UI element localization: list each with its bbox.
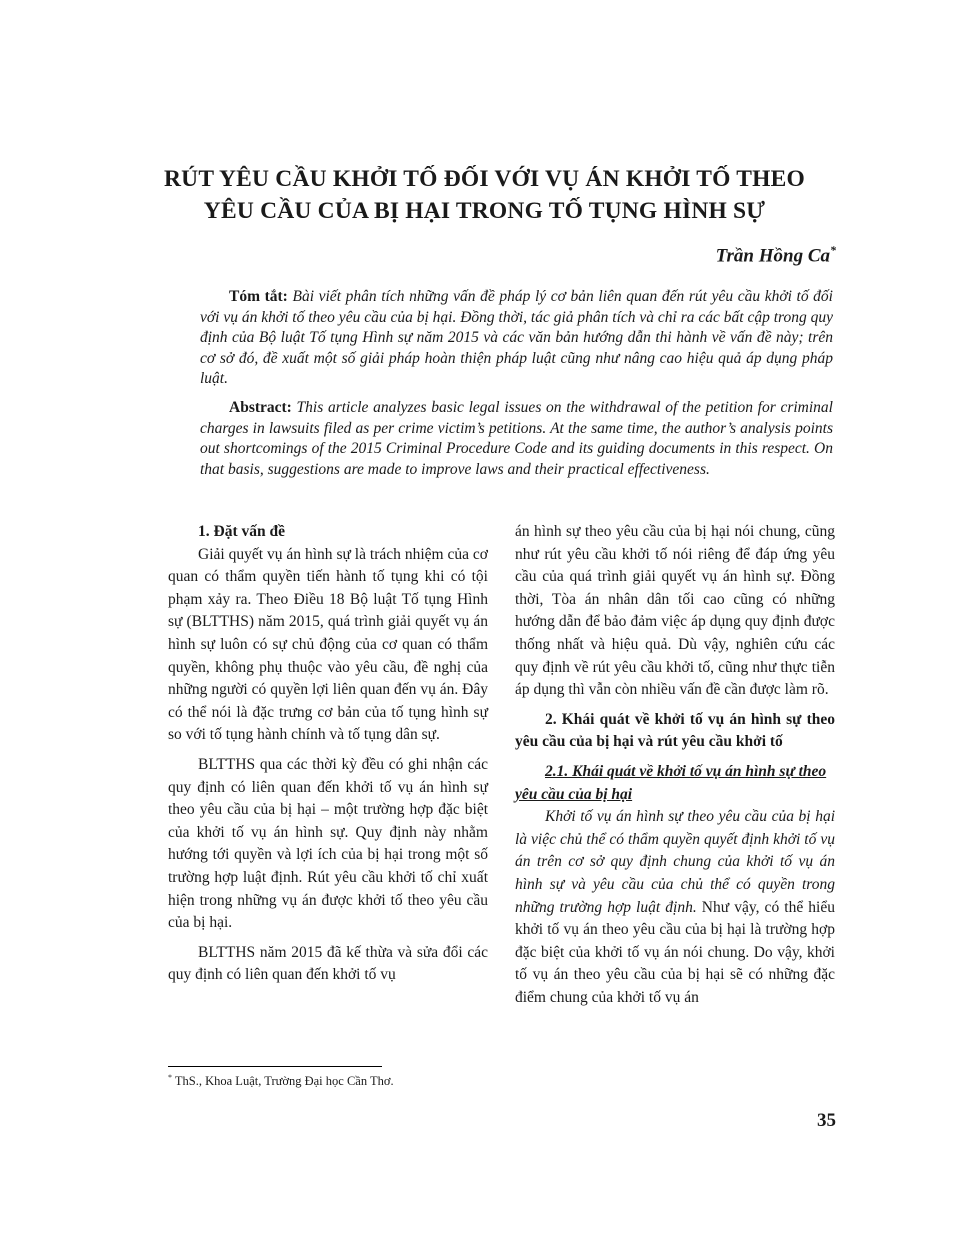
author-name: Trần Hồng Ca: [715, 245, 830, 267]
page-number: 35: [817, 1110, 836, 1131]
right-column: [515, 521, 835, 1009]
article-title: [120, 163, 849, 227]
abstract-english: [200, 398, 833, 480]
definition-rest: Như vậy, có thể hiểu khởi tố vụ án theo yêu cầu của bị hại là trường hợp đặc biệt của khởi tố vụ án nói chung. Do vậy, khởi tố vụ án theo yêu cầu của bị hại sẽ có những đặc điểm chung của khởi tố vụ án: [515, 898, 835, 1006]
footnote-mark: *: [168, 1073, 172, 1082]
definition-italic: Khởi tố vụ án hình sự theo yêu cầu của bị hại là việc chủ thể có thẩm quyền quyết định khởi tố vụ án trên cơ sở quy định chung của khởi tố vụ án hình sự và yêu cầu của chủ thể có quyền trong những trường hợp luật định.: [515, 808, 835, 916]
footnote-divider: [168, 1066, 382, 1067]
section-heading-2: 2. Khái quát về khởi tố vụ án hình sự theo yêu cầu của bị hại và rút yêu cầu khởi tố: [515, 710, 835, 751]
title-line-1: RÚT YÊU CẦU KHỞI TỐ ĐỐI VỚI VỤ ÁN KHỞI TỐ THEO: [163, 166, 805, 192]
paragraph: Giải quyết vụ án hình sự là trách nhiệm của cơ quan có thẩm quyền tiến hành tố tụng khi có tội phạm xảy ra. Theo Điều 18 Bộ luật Tố tụng Hình sự (BLTTHS) năm 2015, quá trình giải quyết vụ án hình sự luôn có sự chủ động của cơ quan có thẩm quyền, không phụ thuộc vào yêu cầu, đề nghị của những người có quyền lợi liên quan đến vụ án. Đây có thể nói là đặc trưng cơ bản của tố tụng hình sự so với tố tụng hành chính và tố tụng dân sự.: [168, 545, 488, 744]
paragraph: [515, 806, 835, 1009]
heading-2-1-text: 2.1. Khái quát về khởi tố vụ án hình sự theo yêu cầu của bị hại: [515, 762, 827, 803]
abstract-en-text: This article analyzes basic legal issues on the withdrawal of the petition for criminal charges in lawsuits filed as per crime victim’s petitions. At the same time, the author’s analysis points out shortcomings of the 2015 Criminal Procedure Code and its guiding documents in this respect. On that basis, suggestions are made to improve laws and their practical effectiveness.: [200, 399, 833, 478]
footnote: [168, 1073, 394, 1089]
author: [716, 243, 836, 267]
paragraph: án hình sự theo yêu cầu của bị hại nói chung, cũng như rút yêu cầu khởi tố nói riêng để đáp ứng yêu cầu của quá trình giải quyết vụ án hình sự. Đồng thời, Tòa án nhân dân tối cao cũng có những hướng dẫn để bảo đảm việc áp dụng quy định được thống nhất và hiệu quả. Dù vậy, nghiên cứu các quy định về rút yêu cầu khởi tố, cũng như thực tiễn áp dụng thì vẫn còn nhiều vấn đề cần được làm rõ.: [515, 523, 835, 699]
paragraph: BLTTHS năm 2015 đã kế thừa và sửa đổi các quy định có liên quan đến khởi tố vụ: [168, 943, 488, 984]
summary-vi-label: Tóm tắt:: [229, 288, 288, 305]
paragraph: BLTTHS qua các thời kỳ đều có ghi nhận các quy định có liên quan đến khởi tố vụ án hình sự theo yêu cầu của bị hại – một trường hợp đặc biệt của khởi tố vụ án hình sự. Quy định này nhằm hướng tới quyền và lợi ích của bị hại trong một số trường hợp luật định. Rút yêu cầu khởi tố chỉ xuất hiện trong những vụ án được khởi tố theo yêu cầu của bị hại.: [168, 755, 488, 932]
summary-vietnamese: [200, 287, 833, 390]
summary-vi-text: Bài viết phân tích những vấn đề pháp lý cơ bản liên quan đến rút yêu cầu khởi tố đối với vụ án khởi tố theo yêu cầu của bị hại. Đồng thời, tác giả phân tích và chỉ ra các bất cập trong quy định của Bộ luật Tố tụng Hình sự năm 2015 và các văn bản hướng dẫn thi hành về vấn đề này; trên cơ sở đó, đề xuất một số giải pháp hoàn thiện pháp luật cũng như nâng cao hiệu quả áp dụng pháp luật.: [200, 288, 833, 387]
left-column: [168, 521, 488, 987]
section-heading-2-1: [515, 761, 835, 806]
author-footnote-mark: *: [830, 243, 836, 257]
abstract-en-label: Abstract:: [229, 399, 292, 416]
title-line-2: YÊU CẦU CỦA BỊ HẠI TRONG TỐ TỤNG HÌNH SỰ: [203, 198, 766, 224]
section-heading-1: 1. Đặt vấn đề: [198, 523, 285, 540]
footnote-text: ThS., Khoa Luật, Trường Đại học Cần Thơ.: [172, 1074, 394, 1089]
